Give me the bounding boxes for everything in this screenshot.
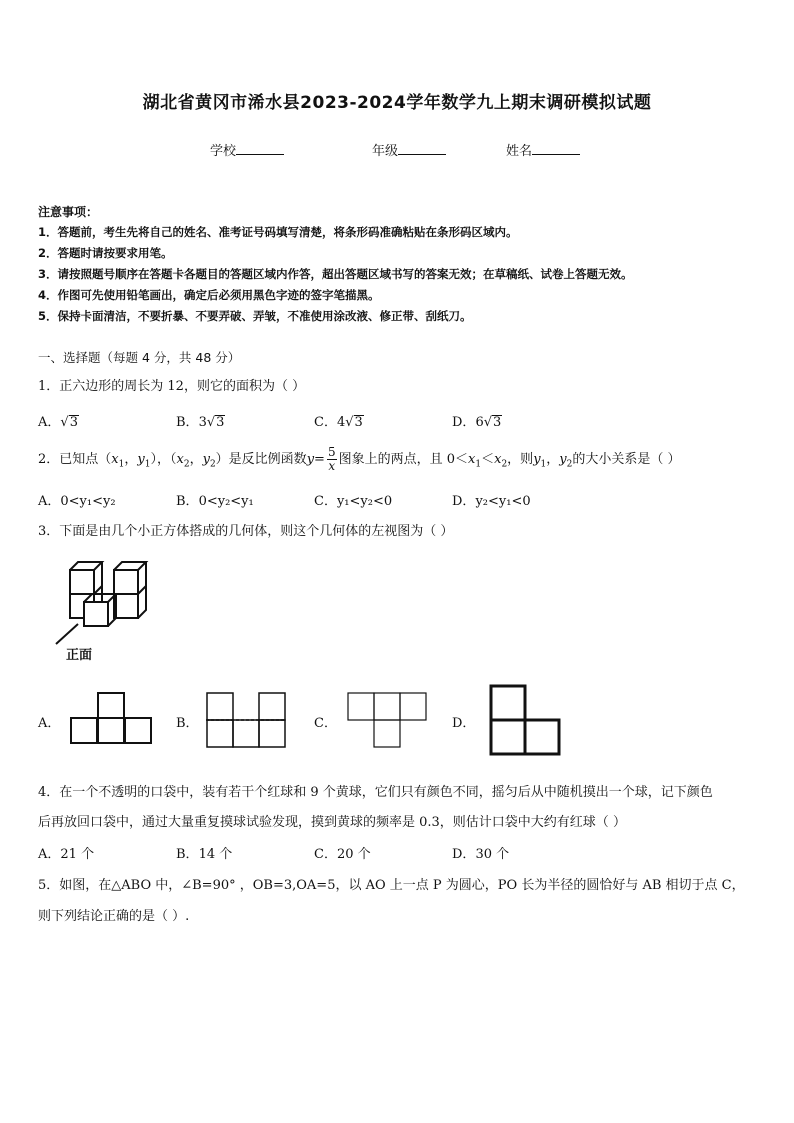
q3-option-b-label: B． bbox=[176, 716, 199, 731]
q1-option-a: A．√3 bbox=[38, 415, 78, 430]
q3-option-c-label: C． bbox=[314, 716, 337, 731]
notes-heading: 注意事项： bbox=[38, 205, 99, 219]
school-label: 学校 bbox=[210, 144, 237, 159]
cube-stack-figure bbox=[50, 558, 160, 648]
note-item: 5．保持卡面清洁，不要折暴、不要弄破、弄皱，不准使用涂改液、修正带、刮纸刀。 bbox=[38, 309, 472, 323]
question-4-line-1: 4．在一个不透明的口袋中，装有若干个红球和 9 个黄球，它们只有颜色不同，摇匀后从中随机摸出一个球，记下颜色 bbox=[38, 785, 713, 800]
q3-option-b-figure bbox=[206, 692, 286, 748]
question-2-text: 2．已知点（$x_1$，$y_1$），（$x_2$，$y_2$）是反比例函数y= $\frac{5}{x}$ 图象上的两点，且 $0<x_1<x_2$，则$y_1$，$y_2$的大小关系是（ ） bbox=[38, 445, 681, 473]
q2-option-a: A．0<y₁<y₂ bbox=[38, 494, 116, 509]
q2-option-c: C．y₁<y₂<0 bbox=[314, 494, 393, 509]
school-field bbox=[210, 140, 284, 159]
note-item: 2．答题时请按要求用笔。 bbox=[38, 246, 173, 260]
q3-option-a-label: A． bbox=[38, 716, 61, 731]
q3-option-a-figure bbox=[70, 692, 152, 744]
q4-option-d: D．30 个 bbox=[452, 847, 510, 862]
question-5-line-2: 则下列结论正确的是（ ）. bbox=[38, 909, 190, 924]
q2-option-b: B．0<y₂<y₁ bbox=[176, 494, 254, 509]
grade-field bbox=[372, 140, 446, 159]
q1-option-d: D．6√3 bbox=[452, 415, 502, 430]
q3-option-c-figure bbox=[347, 692, 429, 748]
q4-option-c: C．20 个 bbox=[314, 847, 371, 862]
fraction-5-over-x: $\frac{5}{x}$ bbox=[327, 445, 336, 473]
q4-option-b: B．14 个 bbox=[176, 847, 233, 862]
name-label: 姓名 bbox=[506, 144, 533, 159]
note-item: 1．答题前，考生先将自己的姓名、准考证号码填写清楚，将条形码准确粘贴在条形码区域内。 bbox=[38, 225, 518, 239]
q2-option-d: D．y₂<y₁<0 bbox=[452, 494, 531, 509]
page-title: 湖北省黄冈市浠水县2023-2024学年数学九上期末调研模拟试题 bbox=[142, 93, 652, 113]
note-item: 3．请按照题号顺序在答题卡各题目的答题区域内作答，超出答题区域书写的答案无效；在草稿纸、试卷上答题无效。 bbox=[38, 267, 633, 281]
q3-option-d-label: D． bbox=[452, 716, 476, 731]
q1-option-b: B．3√3 bbox=[176, 415, 225, 430]
q1-option-c: C．4√3 bbox=[314, 415, 363, 430]
question-1-text: 1．正六边形的周长为 12，则它的面积为（ ） bbox=[38, 379, 306, 394]
question-3-text: 3．下面是由几个小正方体搭成的几何体，则这个几何体的左视图为（ ） bbox=[38, 524, 454, 539]
note-item: 4．作图可先使用铅笔画出，确定后必须用黑色字迹的签字笔描黑。 bbox=[38, 288, 380, 302]
question-5-line-1: 5．如图，在△ABO 中，∠B=90° ，OB=3,OA=5，以 AO 上一点 P 为圆心，PO 长为半径的圆恰好与 AB 相切于点 C， bbox=[38, 878, 745, 893]
front-label: 正面 bbox=[66, 648, 93, 663]
q3-option-d-figure bbox=[489, 684, 561, 756]
q4-option-a: A．21 个 bbox=[38, 847, 95, 862]
name-field bbox=[506, 140, 580, 159]
section-heading: 一、选择题（每题 4 分，共 48 分） bbox=[38, 350, 241, 365]
grade-label: 年级 bbox=[372, 144, 399, 159]
question-4-line-2: 后再放回口袋中，通过大量重复摸球试验发现，摸到黄球的频率是 0.3，则估计口袋中大约有红球（ ） bbox=[38, 815, 626, 830]
